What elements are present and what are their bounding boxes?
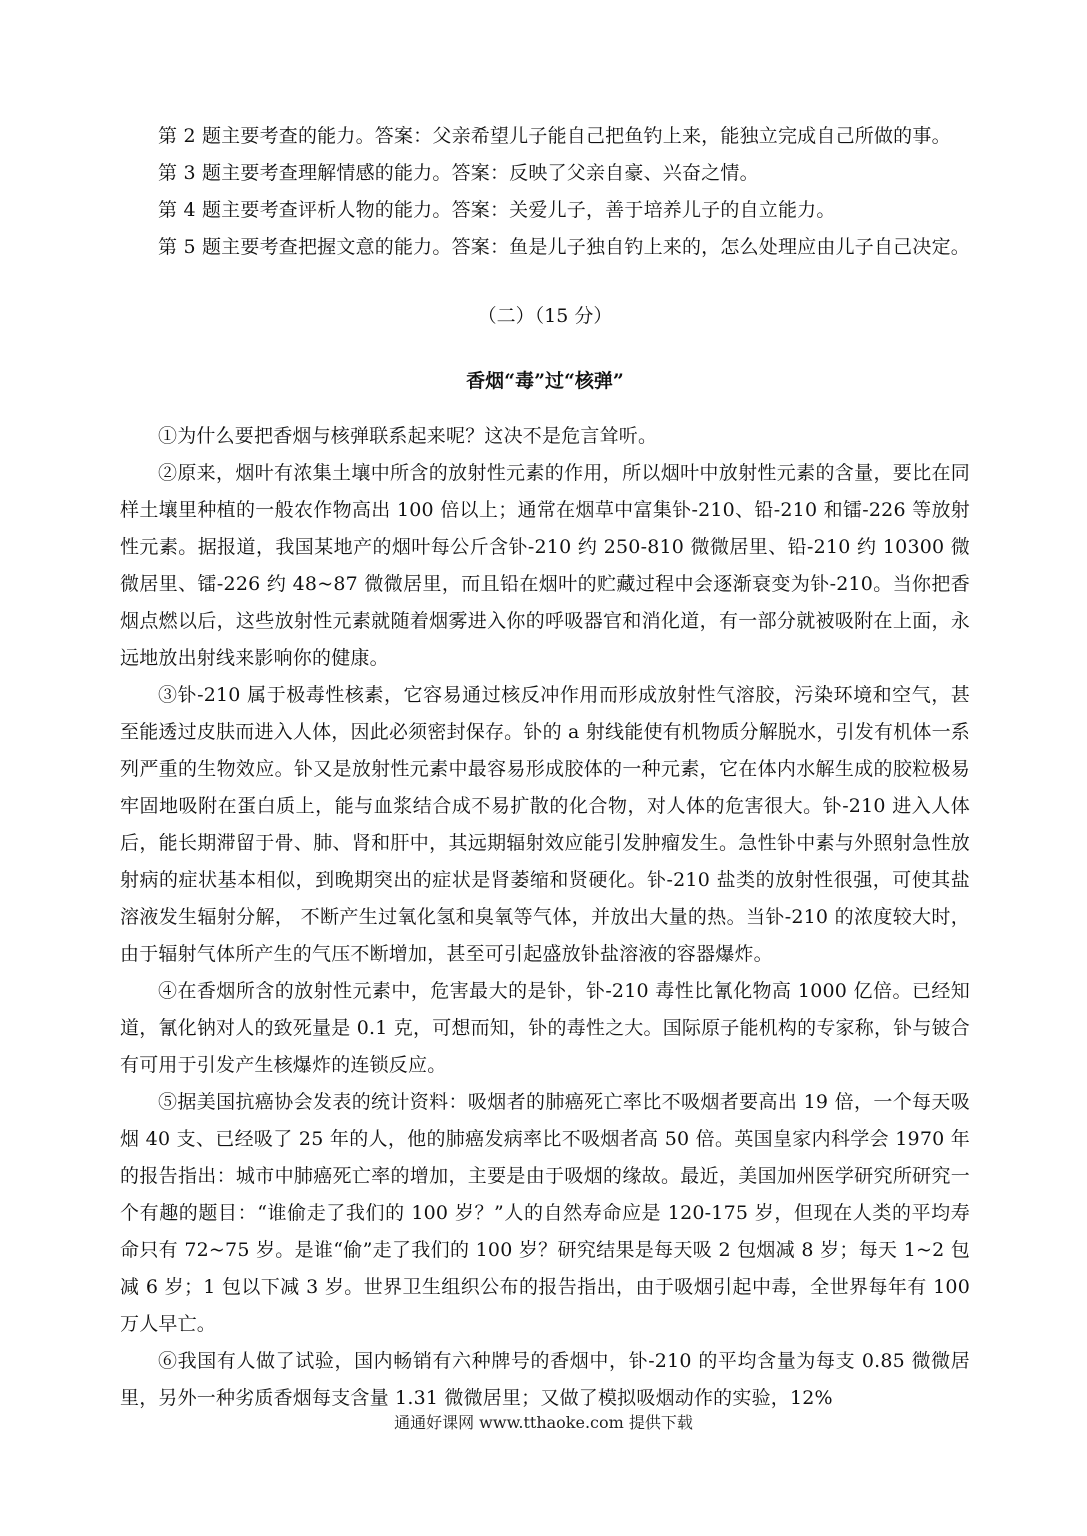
page-footer: 通通好课网 www.tthaoke.com 提供下载	[394, 1413, 693, 1432]
article-paragraph: ①为什么要把香烟与核弹联系起来呢？这决不是危言耸听。	[158, 425, 658, 447]
answer-paragraph: 第 3 题主要考查理解情感的能力。答案：反映了父亲自豪、兴奋之情。	[158, 162, 759, 184]
section-heading: （二）（15 分）	[477, 305, 613, 327]
answer-paragraph: 第 5 题主要考查把握文意的能力。答案：鱼是儿子独自钓上来的，怎么处理应由儿子自己决定。	[158, 236, 970, 258]
answer-paragraph: 第 2 题主要考查的能力。答案：父亲希望儿子能自己把鱼钓上来，能独立完成自己所做的事。	[158, 125, 951, 147]
article-paragraph: ②原来，烟叶有浓集土壤中所含的放射性元素的作用，所以烟叶中放射性元素的含量，要比在同样土壤里种植的一般农作物高出 100 倍以上；通常在烟草中富集钋-210、铅-210 和镭-226 等放射性元素。据报道，我国某地产的烟叶每公斤含钋-210 约 250-810 微微居里、铅-210 约 10300 微微居里、镭-226 约 48~87 微微居里，而且铅在烟叶的贮藏过程中会逐渐衰变为钋-210。当你把香烟点燃以后，这些放射性元素就随着烟雾进入你的呼吸器官和消化道，有一部分就被吸附在上面，永远地放出射线来影响你的健康。	[120, 462, 970, 669]
document-page	[120, 118, 970, 1417]
article-paragraph: ⑥我国有人做了试验，国内畅销有六种牌号的香烟中，钋-210 的平均含量为每支 0.85 微微居里，另外一种劣质香烟每支含量 1.31 微微居里；又做了模拟吸烟动作的实验，12%	[120, 1350, 970, 1409]
article-paragraph: ④在香烟所含的放射性元素中，危害最大的是钋，钋-210 毒性比氰化物高 1000 亿倍。已经知道，氰化钠对人的致死量是 0.1 克，可想而知，钋的毒性之大。国际原子能机构的专家称，钋与铍合有可用于引发产生核爆炸的连锁反应。	[120, 980, 970, 1076]
article-paragraph: ⑤据美国抗癌协会发表的统计资料：吸烟者的肺癌死亡率比不吸烟者要高出 19 倍，一个每天吸烟 40 支、已经吸了 25 年的人，他的肺癌发病率比不吸烟者高 50 倍。英国皇家内科学会 1970 年的报告指出：城市中肺癌死亡率的增加，主要是由于吸烟的缘故。最近，美国加州医学研究所研究一个有趣的题目：“谁偷走了我们的 100 岁？”人的自然寿命应是 120-175 岁，但现在人类的平均寿命只有 72~75 岁。是谁“偷”走了我们的 100 岁？研究结果是每天吸 2 包烟减 8 岁；每天 1~2 包减 6 岁；1 包以下减 3 岁。世界卫生组织公布的报告指出，由于吸烟引起中毒，全世界每年有 100 万人早亡。	[120, 1091, 970, 1335]
article-paragraph: ③钋-210 属于极毒性核素，它容易通过核反冲作用而形成放射性气溶胶，污染环境和空气，甚至能透过皮肤而进入人体，因此必须密封保存。钋的 a 射线能使有机物质分解脱水，引发有机体一系列严重的生物效应。钋又是放射性元素中最容易形成胶体的一种元素，它在体内水解生成的胶粒极易牢固地吸附在蛋白质上，能与血浆结合成不易扩散的化合物，对人体的危害很大。钋-210 进入人体后，能长期滞留于骨、肺、肾和肝中，其远期辐射效应能引发肿瘤发生。急性钋中素与外照射急性放射病的症状基本相似，到晚期突出的症状是肾萎缩和贤硬化。钋-210 盐类的放射性很强，可使其盐溶液发生辐射分解， 不断产生过氧化氢和臭氧等气体，并放出大量的热。当钋-210 的浓度较大时，由于辐射气体所产生的气压不断增加，甚至可引起盛放钋盐溶液的容器爆炸。	[120, 684, 970, 965]
answer-paragraph: 第 4 题主要考查评析人物的能力。答案：关爱儿子，善于培养儿子的自立能力。	[158, 199, 836, 221]
answer-block	[120, 118, 970, 266]
article-body	[120, 418, 970, 1417]
article-title: 香烟“毒”过“核弹”	[466, 370, 624, 392]
